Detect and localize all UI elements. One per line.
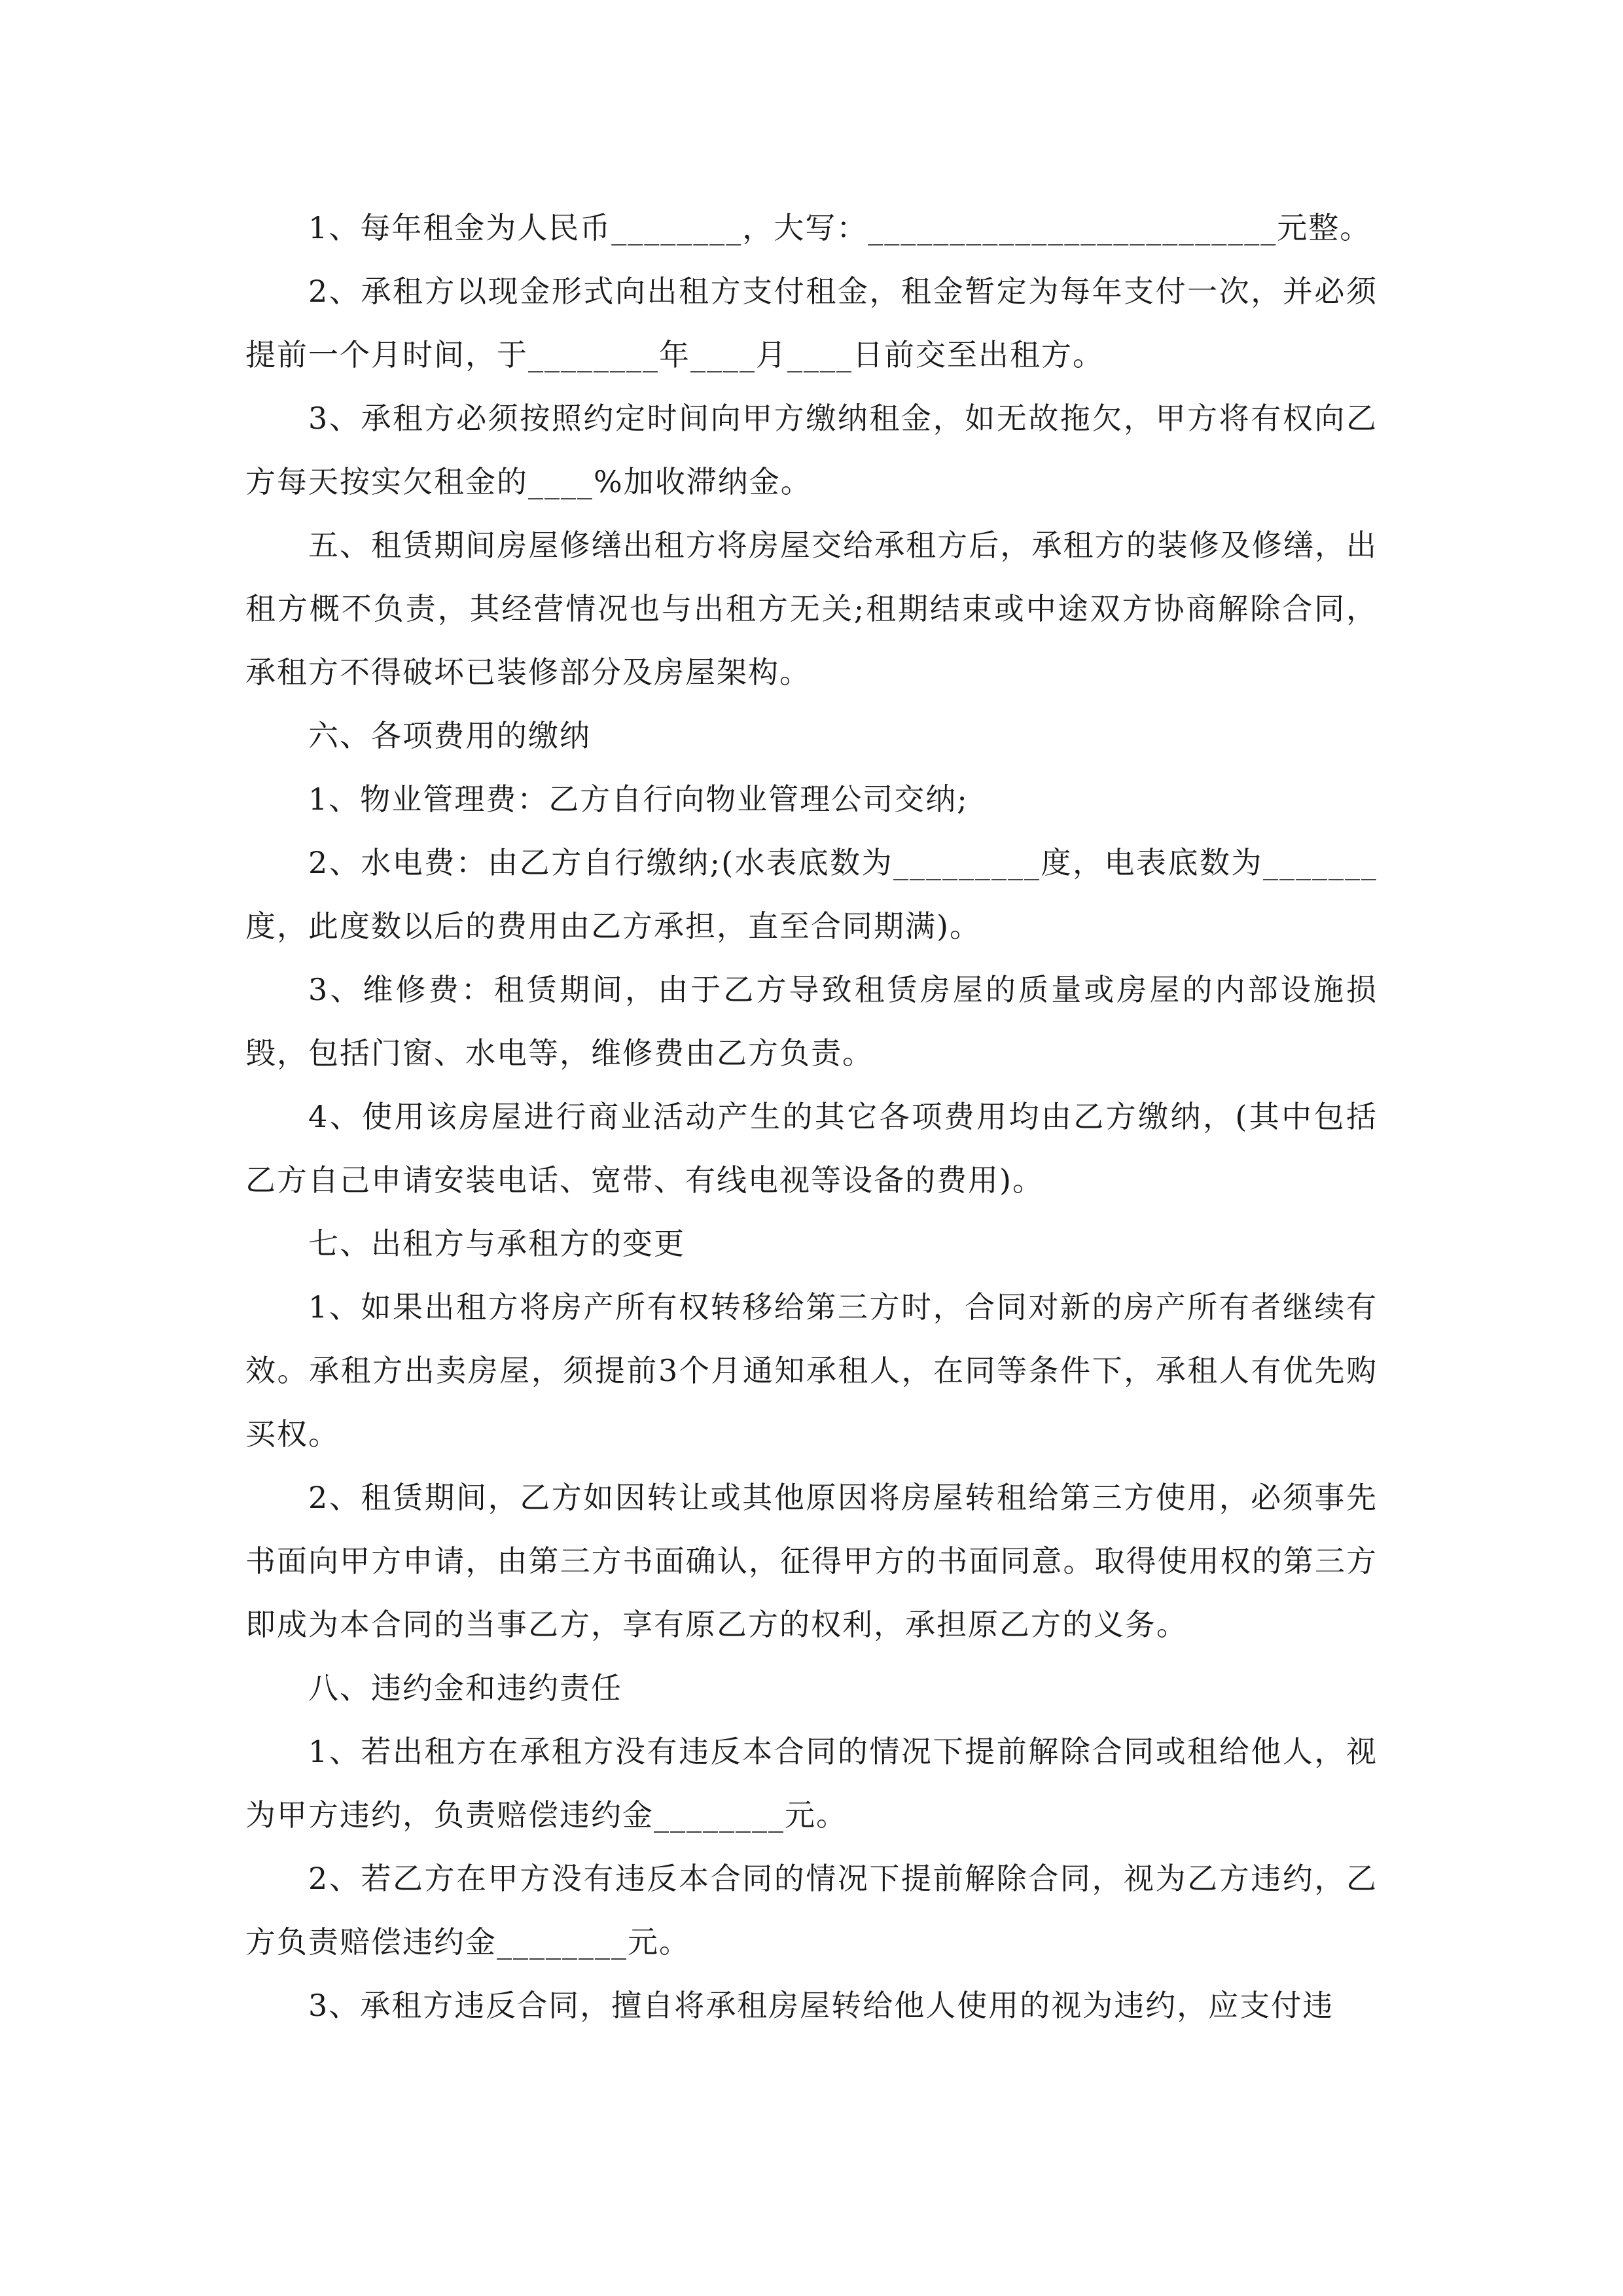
sublease-clause: 2、租赁期间，乙方如因转让或其他原因将房屋转租给第三方使用，必须事先书面向甲方申请，由第三方书面确认，征得甲方的书面同意。取得使用权的第三方即成为本合同的当事乙方，享有原乙方的权利，承担原乙方的义务。	[245, 1480, 1378, 1642]
section-7-heading: 七、出租方与承租方的变更	[308, 1226, 685, 1261]
rent-payment-clause: 2、承租方以现金形式向出租方支付租金，租金暂定为每年支付一次，并必须提前一个月时间，于________年____月____日前交至出租方。	[245, 274, 1378, 372]
section-5-repairs: 五、租赁期间房屋修缮出租方将房屋交给承租方后，承租方的装修及修缮，出租方概不负责，其经营情况也与出租方无关;租期结束或中途双方协商解除合同，承租方不得破坏已装修部分及房屋架构。	[245, 528, 1378, 690]
section-8-heading: 八、违约金和违约责任	[308, 1670, 622, 1706]
section-6-heading: 六、各项费用的缴纳	[308, 718, 591, 753]
lessee-breach-clause: 2、若乙方在甲方没有违反本合同的情况下提前解除合同，视为乙方违约，乙方负责赔偿违约金________元。	[245, 1861, 1378, 1960]
other-fees-clause: 4、使用该房屋进行商业活动产生的其它各项费用均由乙方缴纳，(其中包括乙方自己申请安装电话、宽带、有线电视等设备的费用)。	[245, 1099, 1378, 1198]
utility-fee-clause: 2、水电费：由乙方自行缴纳;(水表底数为_________度，电表底数为_______度，此度数以后的费用由乙方承担，直至合同期满)。	[245, 845, 1378, 944]
document-body	[245, 196, 1378, 2037]
property-fee-clause: 1、物业管理费：乙方自行向物业管理公司交纳;	[308, 781, 969, 817]
rent-amount-clause: 1、每年租金为人民币________，大写：_________________________元整。	[308, 210, 1372, 245]
maintenance-fee-clause: 3、维修费：租赁期间，由于乙方导致租赁房屋的质量或房屋的内部设施损毁，包括门窗、水电等，维修费由乙方负责。	[245, 972, 1378, 1071]
lessor-breach-clause: 1、若出租方在承租方没有违反本合同的情况下提前解除合同或租给他人，视为甲方违约，负责赔偿违约金________元。	[245, 1734, 1378, 1833]
ownership-transfer-clause: 1、如果出租方将房产所有权转移给第三方时，合同对新的房产所有者继续有效。承租方出卖房屋，须提前3个月通知承租人，在同等条件下，承租人有优先购买权。	[245, 1289, 1378, 1452]
unauthorized-transfer-clause: 3、承租方违反合同，擅自将承租房屋转给他人使用的视为违约，应支付违	[308, 1988, 1334, 2023]
late-fee-clause: 3、承租方必须按照约定时间向甲方缴纳租金，如无故拖欠，甲方将有权向乙方每天按实欠租金的____%加收滞纳金。	[245, 401, 1378, 499]
